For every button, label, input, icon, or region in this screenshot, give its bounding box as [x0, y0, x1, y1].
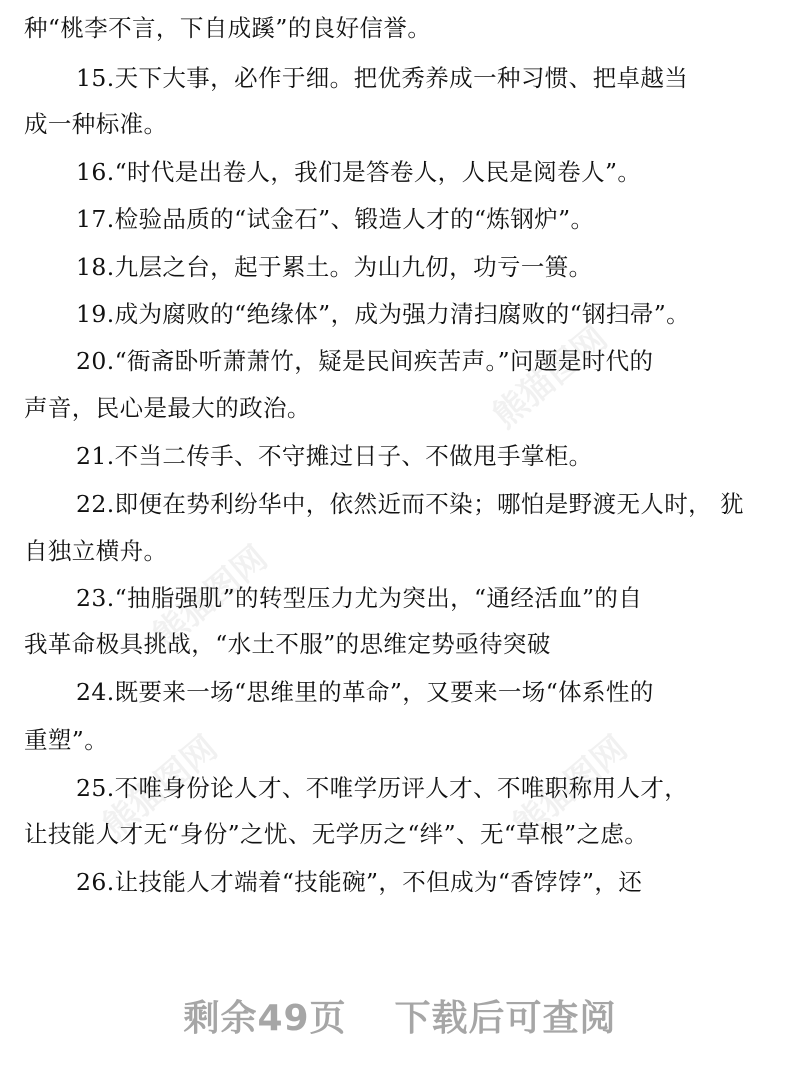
text-line: 重塑”。	[24, 726, 109, 754]
text-line: 17.检验品质的“试金石”、锻造人才的“炼钢炉”。	[76, 205, 595, 233]
download-hint-label: 下载后可查阅	[394, 998, 617, 1039]
text-line: 21.不当二传手、不守摊过日子、不做甩手掌柜。	[76, 442, 593, 470]
text-line: 24.既要来一场“思维里的革命”，又要来一场“体系性的	[76, 678, 654, 706]
text-line: 25.不唯身份论人才、不唯学历评人才、不唯职称用人才，	[76, 774, 689, 802]
remaining-pages-label: 剩余49页	[183, 998, 347, 1039]
text-line: 让技能人才无“身份”之忧、无学历之“绊”、无“草根”之虑。	[24, 820, 649, 848]
text-line: 自独立横舟。	[24, 537, 168, 565]
remaining-pages-banner[interactable]	[0, 990, 800, 1041]
text-line: 15.天下大事，必作于细。把优秀养成一种习惯、把卓越当	[76, 64, 689, 92]
text-line: 26.让技能人才端着“技能碗”，不但成为“香饽饽”，还	[76, 868, 643, 896]
text-line: 成一种标准。	[24, 110, 168, 138]
text-line: 16.“时代是出卷人，我们是答卷人，人民是阅卷人”。	[76, 158, 642, 186]
watermark: 熊猫图网	[485, 318, 616, 437]
text-line: 20.“衙斋卧听萧萧竹，疑是民间疾苦声。”问题是时代的	[76, 347, 654, 375]
watermark: 熊猫图网	[505, 728, 636, 847]
text-line: 22.即便在势利纷华中，依然近而不染；哪怕是野渡无人时， 犹	[76, 490, 744, 518]
text-line: 18.九层之台，起于累土。为山九仞，功亏一篑。	[76, 253, 593, 281]
text-line: 我革命极具挑战，“水土不服”的思维定势亟待突破	[24, 630, 551, 658]
text-line: 19.成为腐败的“绝缘体”，成为强力清扫腐败的“钢扫帚”。	[76, 300, 691, 328]
text-line: 23.“抽脂强肌”的转型压力尤为突出，“通经活血”的自	[76, 584, 643, 612]
watermark: 熊猫图网	[95, 728, 226, 847]
text-line: 声音，民心是最大的政治。	[24, 394, 311, 422]
watermark: 熊猫图网	[145, 538, 276, 657]
text-line: 种“桃李不言，下自成蹊”的良好信誉。	[24, 14, 432, 42]
